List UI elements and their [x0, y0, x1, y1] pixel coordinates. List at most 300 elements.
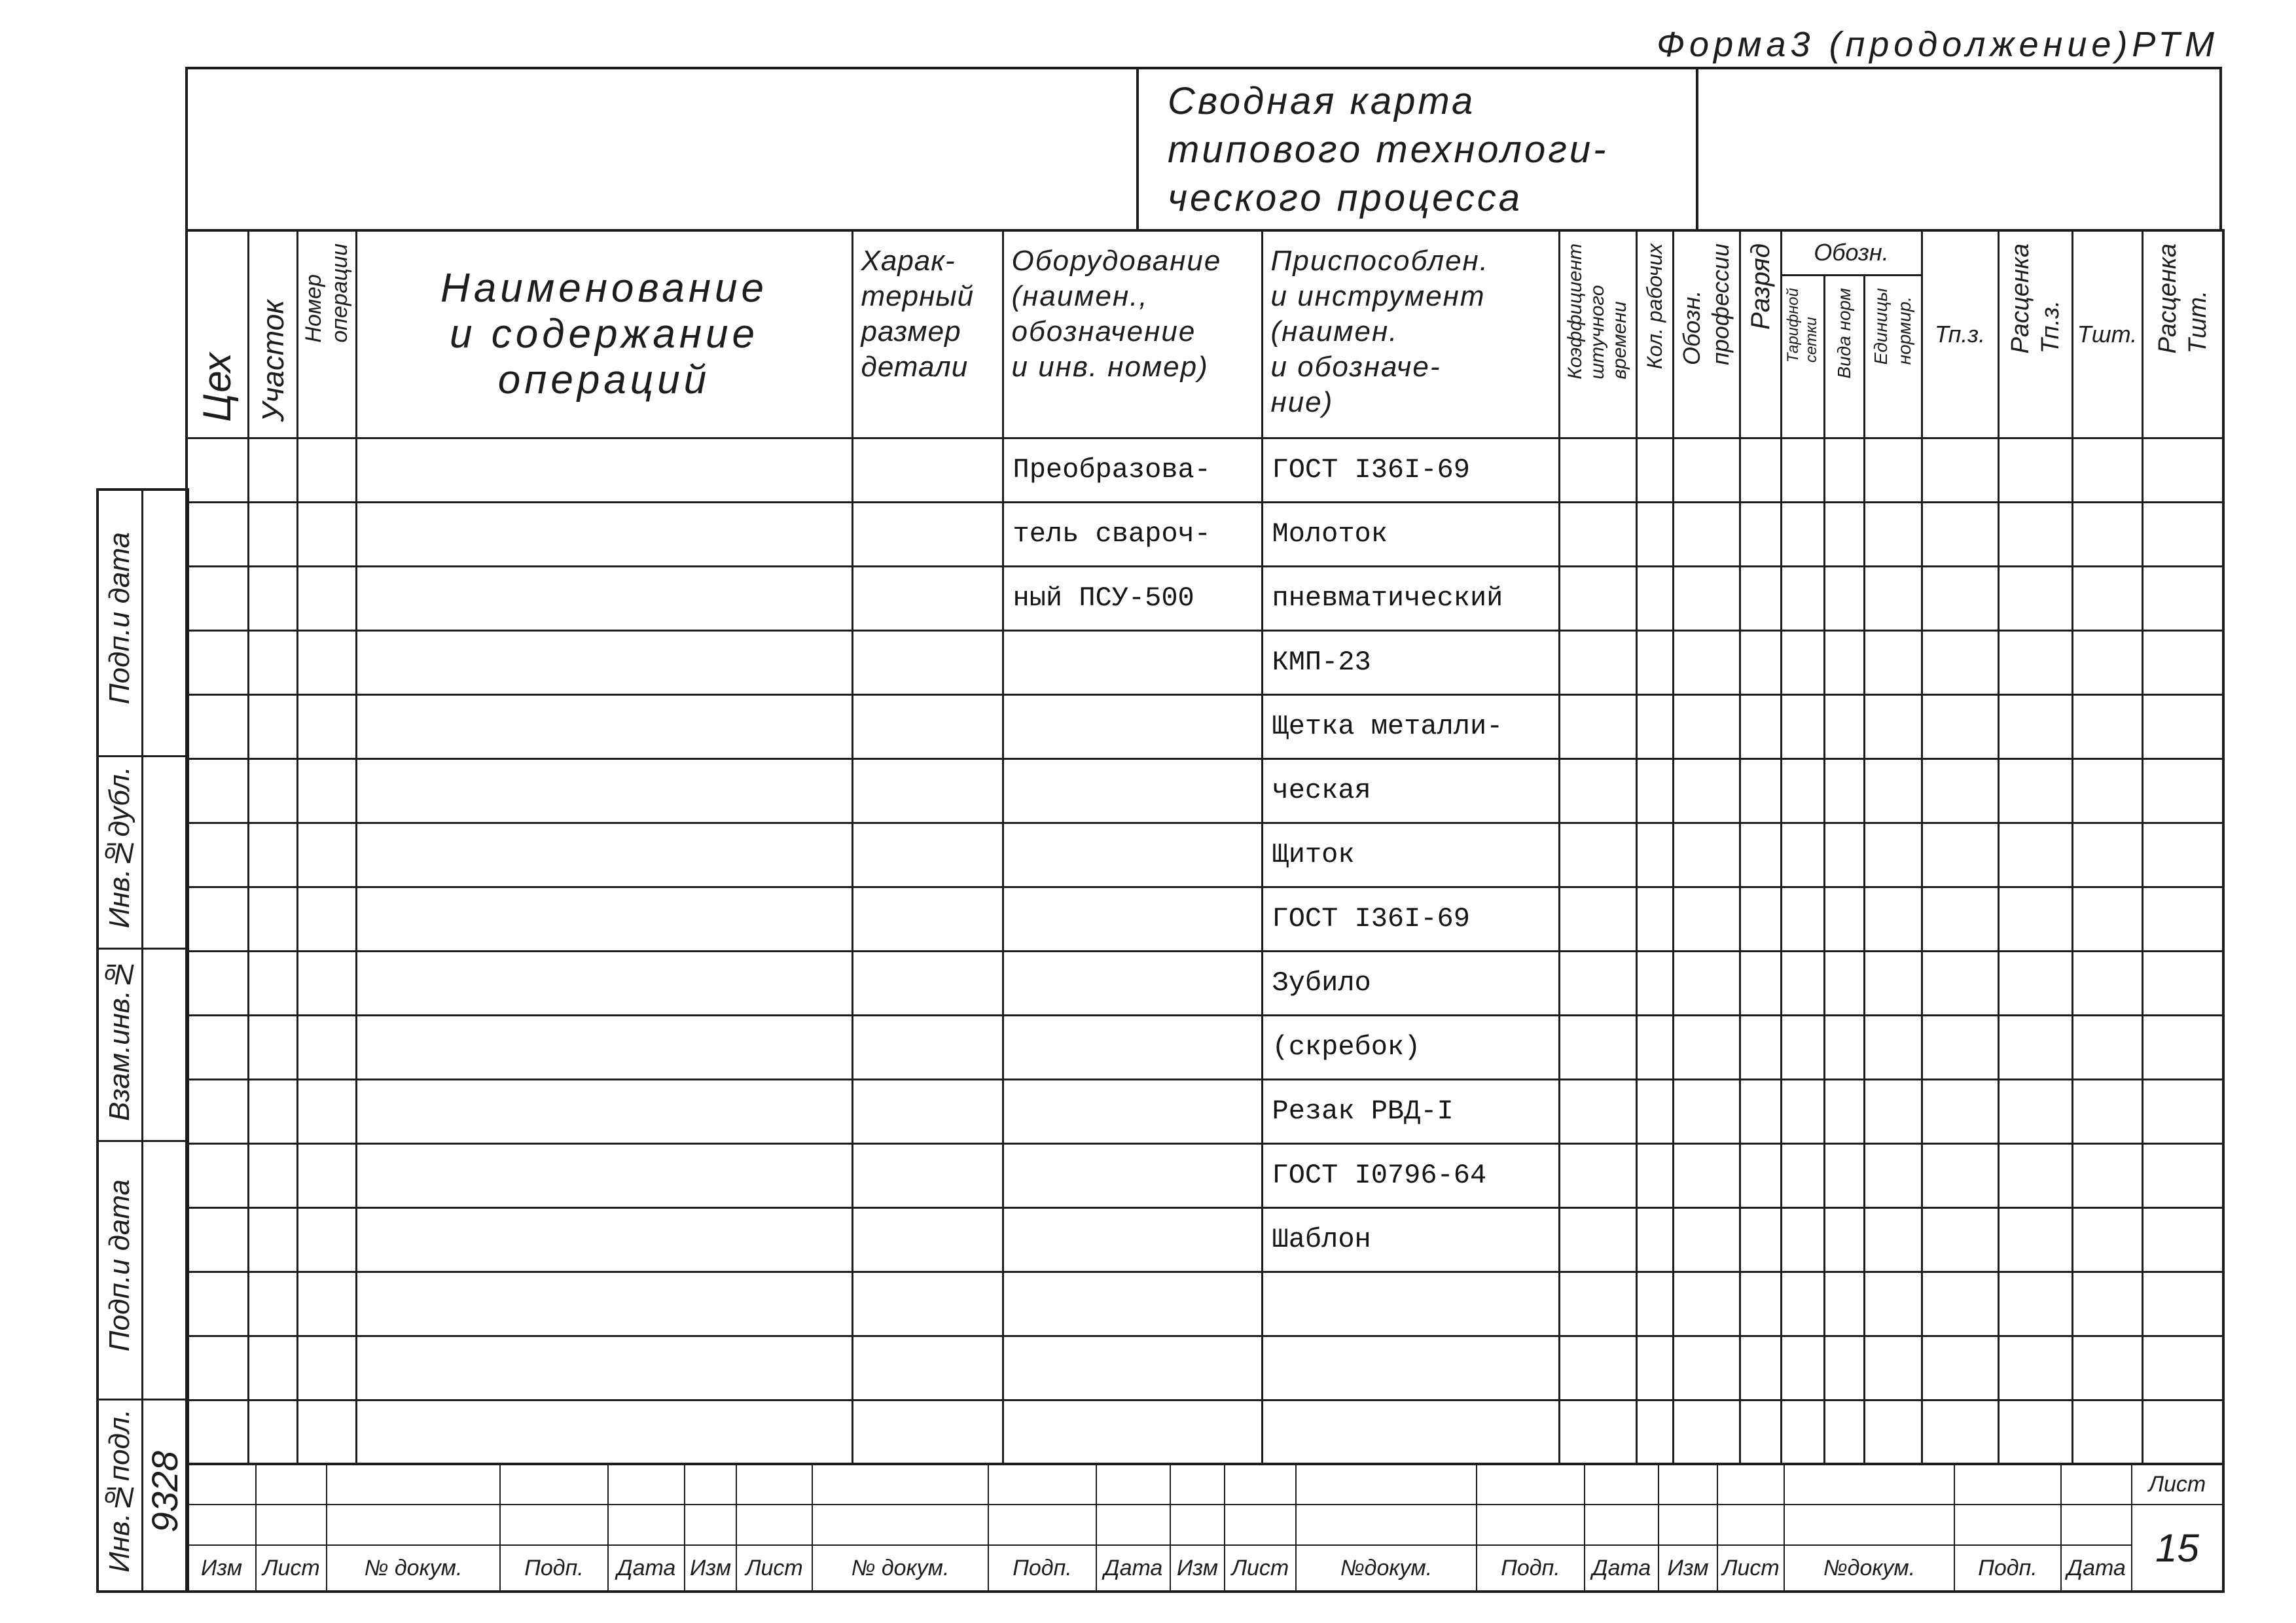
table-cell: [187, 1207, 248, 1272]
table-cell: [1636, 823, 1673, 887]
stamp-cell: [1477, 1464, 1585, 1505]
stamp-label: Лист: [256, 1545, 327, 1592]
table-cell: [1922, 630, 1998, 694]
table-cell: [1824, 566, 1864, 630]
table-cell: [1998, 1143, 2072, 1207]
table-cell: [248, 502, 297, 566]
column-header-norm-type: [1824, 275, 1864, 438]
table-cell: [2072, 758, 2142, 823]
header-text: профессии: [1707, 243, 1734, 365]
table-cell: [1922, 1079, 1998, 1143]
tool-cell: пневматический: [1262, 566, 1559, 630]
table-cell: [1673, 887, 1740, 951]
header-text: Наименование: [440, 265, 768, 311]
table-cell: [1673, 1400, 1740, 1464]
table-cell: [356, 1400, 852, 1464]
header-text: и инструмент: [1270, 280, 1486, 312]
header-text: операции: [327, 243, 352, 343]
table-cell: [297, 1207, 356, 1272]
table-cell: [1673, 566, 1740, 630]
table-cell: [852, 1015, 1003, 1079]
table-cell: [2072, 887, 2142, 951]
table-cell: [1864, 1143, 1922, 1207]
table-cell: [1740, 1143, 1781, 1207]
table-cell: [1559, 694, 1636, 758]
table-cell: [1781, 1272, 1824, 1336]
stamp-cell: [736, 1505, 812, 1545]
table-cell: [2072, 1336, 2142, 1400]
stamp-row: [187, 1464, 2223, 1505]
table-row: [187, 502, 2223, 566]
stamp-cell: [1296, 1505, 1477, 1545]
header-text: Номер: [301, 274, 326, 343]
table-cell: [297, 951, 356, 1015]
header-text: (наимен.: [1270, 315, 1399, 348]
table-cell: [852, 823, 1003, 887]
table-cell: [1003, 630, 1262, 694]
table-cell: [2072, 566, 2142, 630]
column-header-norm-unit: [1864, 275, 1922, 438]
table-cell: [1262, 1400, 1559, 1464]
table-cell: [1781, 694, 1824, 758]
table-cell: [297, 694, 356, 758]
stamp-cell: [500, 1505, 608, 1545]
table-cell: [248, 1207, 297, 1272]
stamp-body: [187, 1464, 2223, 1592]
tool-cell: Шаблон: [1262, 1207, 1559, 1272]
table-cell: [1740, 887, 1781, 951]
table-cell: [187, 823, 248, 887]
table-cell: [1781, 951, 1824, 1015]
table-cell: [1781, 1079, 1824, 1143]
tool-cell: ГОСТ I36I-69: [1262, 887, 1559, 951]
table-cell: [297, 887, 356, 951]
column-header-grade: [1740, 230, 1781, 438]
stamp-cell: [1659, 1505, 1717, 1545]
equipment-cell: ный ПСУ-500: [1003, 566, 1262, 630]
table-cell: [1781, 887, 1824, 951]
table-cell: [297, 1143, 356, 1207]
stamp-cell: [812, 1464, 988, 1505]
table-cell: [2142, 566, 2223, 630]
side-label: Подп.и дата: [103, 1179, 136, 1352]
stamp-cell: [1096, 1464, 1170, 1505]
table-cell: [248, 1400, 297, 1464]
table-cell: [1559, 1015, 1636, 1079]
table-cell: [248, 887, 297, 951]
table-cell: [1559, 1143, 1636, 1207]
table-cell: [356, 630, 852, 694]
table-cell: [1998, 1015, 2072, 1079]
stamp-label: Изм: [685, 1545, 736, 1592]
table-cell: [1673, 823, 1740, 887]
table-cell: [1673, 630, 1740, 694]
table-cell: [1864, 1207, 1922, 1272]
table-cell: [248, 1272, 297, 1336]
stamp-cell: [1585, 1505, 1659, 1545]
stamp-label: Дата: [2061, 1545, 2132, 1592]
side-section: [98, 490, 188, 756]
stamp-cell: [1954, 1505, 2061, 1545]
table-cell: [1559, 1079, 1636, 1143]
table-cell: [1864, 887, 1922, 951]
table-row: [187, 630, 2223, 694]
tool-cell: КМП-23: [1262, 630, 1559, 694]
table-cell: [248, 951, 297, 1015]
side-label-cell: [98, 490, 142, 756]
table-cell: [1003, 1079, 1262, 1143]
table-cell: [1824, 694, 1864, 758]
side-section: [98, 948, 188, 1141]
table-cell: [356, 1015, 852, 1079]
equipment-cell: Преобразова-: [1003, 438, 1262, 502]
stamp-cell: [988, 1464, 1096, 1505]
table-cell: [1740, 1400, 1781, 1464]
header-text: и обозначе-: [1270, 351, 1441, 383]
table-cell: [2142, 502, 2223, 566]
table-cell: [356, 1079, 852, 1143]
side-field: [142, 756, 188, 948]
table-cell: [1864, 630, 1922, 694]
tool-cell: ГОСТ I36I-69: [1262, 438, 1559, 502]
table-cell: [1781, 1336, 1824, 1400]
header-text: Тп.з.: [1934, 320, 1986, 348]
header-text: нормир.: [1894, 296, 1914, 365]
side-stamp: [96, 488, 189, 1593]
stamp-label: Лист: [1225, 1545, 1296, 1592]
table-cell: [852, 887, 1003, 951]
table-cell: [1003, 1143, 1262, 1207]
table-row: [187, 1207, 2223, 1272]
side-label: Инв.№дубл.: [103, 766, 136, 929]
stamp-cell: [1170, 1464, 1225, 1505]
table-cell: [297, 1336, 356, 1400]
stamp-cell: [608, 1505, 685, 1545]
table-cell: [1998, 1400, 2072, 1464]
table-cell: [1824, 951, 1864, 1015]
table-cell: [248, 694, 297, 758]
column-header-section: [248, 230, 297, 438]
table-cell: [1636, 502, 1673, 566]
stamp-cell: [1225, 1505, 1296, 1545]
table-cell: [1636, 887, 1673, 951]
table-cell: [248, 1143, 297, 1207]
table-cell: [2142, 438, 2223, 502]
table-cell: [2142, 1015, 2223, 1079]
table-cell: [187, 1400, 248, 1464]
table-cell: [1740, 502, 1781, 566]
table-cell: [187, 1272, 248, 1336]
table-cell: [248, 1336, 297, 1400]
table-cell: [187, 566, 248, 630]
table-cell: [1824, 1207, 1864, 1272]
table-cell: [2072, 502, 2142, 566]
stamp-cell: [1784, 1464, 1954, 1505]
table-cell: [2142, 1400, 2223, 1464]
table-cell: [1781, 1143, 1824, 1207]
stamp-label: № докум.: [327, 1545, 500, 1592]
header-text: сетки: [1803, 316, 1820, 363]
table-cell: [1922, 1015, 1998, 1079]
header-text: штучного: [1587, 285, 1608, 380]
header-text: Приспособлен.: [1270, 245, 1489, 277]
sheet-label: Лист: [2132, 1464, 2223, 1505]
stamp-cell: [256, 1505, 327, 1545]
table-cell: [1922, 887, 1998, 951]
table-cell: [248, 630, 297, 694]
table-cell: [2142, 887, 2223, 951]
stamp-cell: [988, 1505, 1096, 1545]
title-line: Сводная карта: [1168, 80, 1476, 122]
table-cell: [1864, 566, 1922, 630]
table-cell: [852, 438, 1003, 502]
tool-cell: Щетка металли-: [1262, 694, 1559, 758]
table-cell: [1864, 1400, 1922, 1464]
table-cell: [187, 951, 248, 1015]
column-header-tools: [1262, 230, 1559, 438]
table-cell: [2142, 951, 2223, 1015]
inventory-number: 9328: [144, 1450, 185, 1533]
table-cell: [297, 502, 356, 566]
stamp-label: № докум.: [812, 1545, 988, 1592]
table-cell: [187, 758, 248, 823]
stamp-cell: [327, 1505, 500, 1545]
table-cell: [1998, 1336, 2072, 1400]
stamp-cell: [187, 1505, 256, 1545]
table-cell: [1824, 1015, 1864, 1079]
table-cell: [1998, 630, 2072, 694]
header-text: (наимен.,: [1011, 280, 1149, 312]
table-row: [187, 823, 2223, 887]
table-cell: [1922, 823, 1998, 887]
table-cell: [356, 823, 852, 887]
table-cell: [187, 1079, 248, 1143]
column-header-equipment: [1003, 230, 1262, 438]
side-field: [142, 948, 188, 1141]
header-text: Коэффициент: [1564, 243, 1586, 380]
table-cell: [297, 823, 356, 887]
table-cell: [1636, 1272, 1673, 1336]
table-cell: [1740, 758, 1781, 823]
table-cell: [1636, 438, 1673, 502]
table-cell: [2142, 694, 2223, 758]
stamp-cell: [608, 1464, 685, 1505]
table-cell: [1636, 1079, 1673, 1143]
operations-table: [185, 229, 2225, 1465]
table-cell: [1922, 1272, 1998, 1336]
table-cell: [1824, 758, 1864, 823]
table-cell: [2142, 823, 2223, 887]
table-cell: [356, 758, 852, 823]
stamp-label: Подп.: [1954, 1545, 2061, 1592]
header-text: и инв. номер): [1011, 351, 1209, 383]
table-cell: [1998, 694, 2072, 758]
header-text: Оборудование: [1011, 245, 1222, 277]
table-row: [187, 566, 2223, 630]
stamp-label: Дата: [1585, 1545, 1659, 1592]
table-cell: [297, 566, 356, 630]
table-cell: [297, 1015, 356, 1079]
table-cell: [1003, 1336, 1262, 1400]
table-cell: [248, 1015, 297, 1079]
table-cell: [1740, 951, 1781, 1015]
table-cell: [1864, 438, 1922, 502]
table-cell: [1559, 887, 1636, 951]
header-text: времени: [1609, 301, 1630, 380]
table-cell: [1559, 823, 1636, 887]
table-cell: [297, 630, 356, 694]
table-cell: [1636, 951, 1673, 1015]
side-label: Подп.и дата: [103, 532, 136, 705]
column-header-t-setup: [1922, 230, 1998, 438]
column-header-workshop: [187, 230, 248, 438]
table-cell: [1740, 1207, 1781, 1272]
table-cell: [1559, 438, 1636, 502]
table-cell: [1998, 823, 2072, 887]
stamp-cell: [1585, 1464, 1659, 1505]
column-header-part-size: [852, 230, 1003, 438]
table-cell: [1824, 823, 1864, 887]
header-text: Кол. рабочих: [1643, 243, 1666, 370]
table-cell: [248, 438, 297, 502]
table-cell: [1673, 1207, 1740, 1272]
table-cell: [1740, 566, 1781, 630]
header-text: терный: [861, 280, 975, 312]
table-cell: [1922, 951, 1998, 1015]
table-row: [187, 1336, 2223, 1400]
side-label-cell: [98, 1399, 142, 1592]
side-label-cell: [98, 756, 142, 948]
table-row: [187, 1143, 2223, 1207]
table-cell: [1003, 1207, 1262, 1272]
table-cell: [2142, 1272, 2223, 1336]
table-cell: [1864, 758, 1922, 823]
table-cell: [852, 566, 1003, 630]
table-cell: [1673, 1143, 1740, 1207]
table-cell: [2142, 1336, 2223, 1400]
table-cell: [2072, 1207, 2142, 1272]
header-text: ние): [1270, 386, 1334, 418]
table-cell: [852, 630, 1003, 694]
header-text: обозначение: [1011, 315, 1196, 348]
side-field: [142, 490, 188, 756]
table-cell: [1824, 1079, 1864, 1143]
table-cell: [1998, 502, 2072, 566]
tool-cell: Резак РВД-I: [1262, 1079, 1559, 1143]
side-label: Инв.№подл.: [103, 1408, 136, 1573]
equipment-cell: тель свароч-: [1003, 502, 1262, 566]
table-cell: [1003, 951, 1262, 1015]
table-cell: [1998, 438, 2072, 502]
stamp-label: Дата: [1096, 1545, 1170, 1592]
table-cell: [1636, 630, 1673, 694]
title-line: ческого процесса: [1168, 177, 1523, 219]
header-text: размер: [861, 315, 961, 348]
stamp-cell: [1296, 1464, 1477, 1505]
table-cell: [1673, 1272, 1740, 1336]
table-cell: [2142, 1207, 2223, 1272]
table-cell: [1781, 630, 1824, 694]
form-label: Форма3 (продолжение)РТМ: [1657, 25, 2219, 64]
column-header-designation: [1781, 230, 1922, 275]
table-cell: [356, 1272, 852, 1336]
table-row: [187, 887, 2223, 951]
tool-cell: Молоток: [1262, 502, 1559, 566]
table-cell: [1922, 502, 1998, 566]
table-cell: [187, 887, 248, 951]
table-cell: [356, 502, 852, 566]
table-cell: [356, 951, 852, 1015]
table-cell: [1922, 1207, 1998, 1272]
table-cell: [1922, 438, 1998, 502]
document-title: [1136, 69, 1698, 230]
table-cell: [356, 1207, 852, 1272]
table-cell: [1003, 1400, 1262, 1464]
table-cell: [1922, 566, 1998, 630]
stamp-label: Изм: [1170, 1545, 1225, 1592]
table-cell: [1824, 502, 1864, 566]
table-cell: [1740, 630, 1781, 694]
table-cell: [2072, 1143, 2142, 1207]
table-cell: [1824, 1400, 1864, 1464]
table-cell: [1673, 1079, 1740, 1143]
table-cell: [1824, 1336, 1864, 1400]
stamp-label: Лист: [1717, 1545, 1784, 1592]
table-cell: [1824, 438, 1864, 502]
header-row: [187, 230, 2223, 275]
stamp-cell: [685, 1464, 736, 1505]
table-cell: [1824, 1272, 1864, 1336]
table-cell: [187, 1336, 248, 1400]
table-cell: [297, 1079, 356, 1143]
column-header-rate-piece: [2142, 230, 2223, 438]
header-band: [185, 67, 2222, 230]
stamp-label: Лист: [736, 1545, 812, 1592]
table-cell: [1636, 1015, 1673, 1079]
column-header-piece-time-coefficient: [1559, 230, 1636, 438]
table-cell: [1781, 1015, 1824, 1079]
table-cell: [1998, 1207, 2072, 1272]
table-cell: [187, 1143, 248, 1207]
table-cell: [1673, 438, 1740, 502]
table-cell: [1262, 1272, 1559, 1336]
table-cell: [297, 438, 356, 502]
table-cell: [2072, 1272, 2142, 1336]
table-cell: [187, 630, 248, 694]
table-cell: [356, 694, 852, 758]
column-header-profession: [1673, 230, 1740, 438]
table-cell: [1781, 823, 1824, 887]
column-header-operation-name: [356, 230, 852, 438]
stamp-cell: [1954, 1464, 2061, 1505]
side-field: [142, 1141, 188, 1399]
stamp-cell: [1717, 1505, 1784, 1545]
table-cell: [1673, 502, 1740, 566]
header-text: Участок: [255, 299, 290, 422]
table-cell: [1003, 758, 1262, 823]
table-row: [187, 1400, 2223, 1464]
side-section: [98, 1399, 188, 1592]
stamp-cell: [812, 1505, 988, 1545]
table-cell: [1864, 694, 1922, 758]
table-cell: [1559, 1336, 1636, 1400]
header-text: Разряд: [1746, 243, 1775, 330]
table-cell: [2072, 438, 2142, 502]
table-cell: [1781, 566, 1824, 630]
header-text: Тшт.: [2183, 290, 2212, 354]
table-cell: [1636, 1207, 1673, 1272]
table-cell: [1824, 630, 1864, 694]
